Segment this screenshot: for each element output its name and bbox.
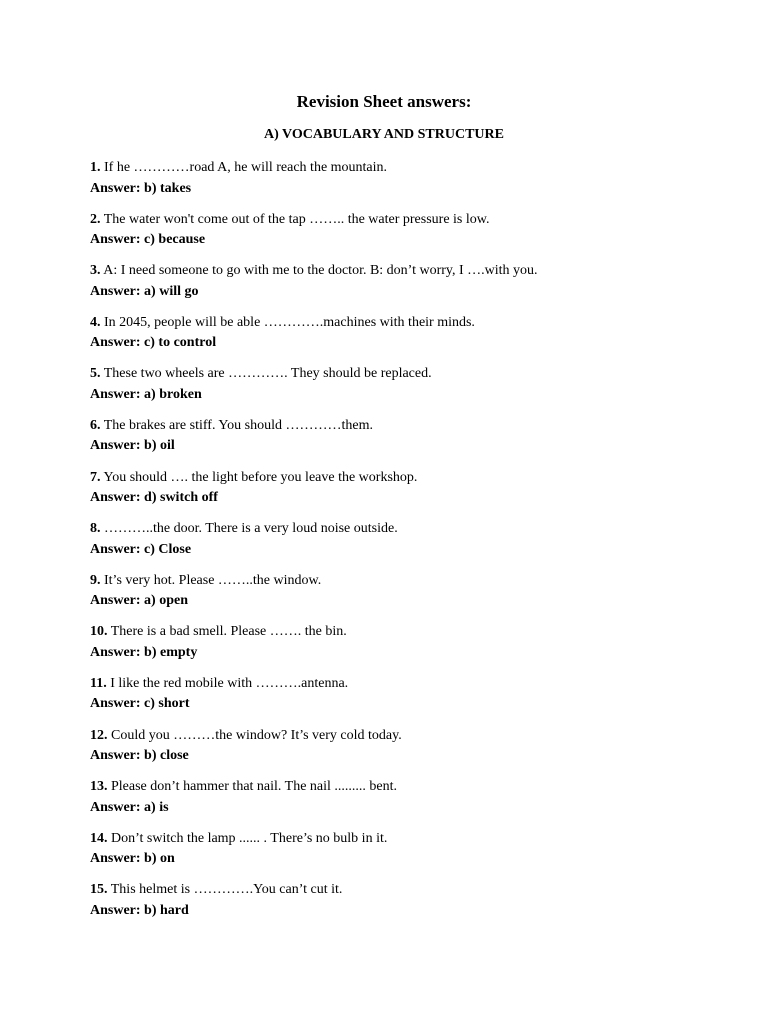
answer-text: Answer: a) is [90, 799, 169, 815]
answer-text: Answer: c) Close [90, 541, 192, 557]
question-item [90, 519, 730, 571]
question-number: 4. [90, 314, 101, 330]
question-item [90, 726, 730, 778]
answer-text: Answer: a) will go [90, 283, 199, 299]
question-text [90, 468, 730, 489]
answer-text: Answer: b) oil [90, 438, 175, 454]
question-text [90, 880, 730, 901]
question-text [90, 777, 730, 798]
question-text [90, 313, 730, 334]
question-text [90, 416, 730, 437]
question-number: 3. [90, 263, 101, 279]
question-item [90, 622, 730, 674]
question-text [90, 622, 730, 643]
question-item [90, 364, 730, 416]
answer-text: Answer: c) because [90, 232, 206, 248]
question-body: You should …. the light before you leave the workshop. [100, 469, 418, 485]
answer-text: Answer: c) to control [90, 335, 217, 351]
answer-text: Answer: b) empty [90, 644, 198, 660]
question-body: I like the red mobile with ……….antenna. [106, 675, 349, 691]
question-number: 1. [90, 160, 101, 175]
answer-text: Answer: b) takes [90, 180, 192, 196]
question-body: A: I need someone to go with me to the doctor. B: don’t worry, I ….with you. [100, 263, 538, 279]
question-text [90, 210, 730, 231]
answer-text: Answer: a) open [90, 593, 188, 609]
question-text [90, 829, 730, 850]
question-item [90, 158, 730, 210]
question-text [90, 674, 730, 695]
answer-text: Answer: b) close [90, 748, 189, 764]
answer-text: Answer: c) short [90, 696, 190, 712]
answer-text: Answer: b) hard [90, 902, 189, 918]
question-number: 5. [90, 366, 101, 382]
answer-text: Answer: a) broken [90, 386, 202, 402]
section-heading: A) VOCABULARY AND STRUCTURE [264, 127, 504, 142]
page-title: Revision Sheet answers: [296, 92, 472, 111]
question-text [90, 726, 730, 747]
question-number: 8. [90, 521, 101, 537]
question-number: 10. [90, 624, 108, 640]
question-item [90, 829, 730, 881]
question-number: 15. [90, 882, 108, 898]
question-body: Could you ………the window? It’s very cold today. [107, 727, 402, 743]
question-item [90, 777, 730, 829]
question-body: In 2045, people will be able ………….machines with their minds. [100, 314, 475, 330]
question-body: Don’t switch the lamp ...... . There’s no bulb in it. [107, 830, 388, 846]
question-number: 7. [90, 469, 101, 485]
question-list [90, 158, 730, 932]
question-number: 11. [90, 675, 107, 691]
question-item [90, 416, 730, 468]
question-text [90, 571, 730, 592]
question-item [90, 468, 730, 520]
question-body: The brakes are stiff. You should …………them. [100, 417, 373, 433]
question-body: ………..the door. There is a very loud noise outside. [100, 521, 398, 537]
question-item [90, 674, 730, 726]
question-text [90, 261, 730, 282]
question-body: If he …………road A, he will reach the mountain. [100, 160, 388, 175]
question-item [90, 261, 730, 313]
question-text [90, 364, 730, 385]
question-text [90, 158, 730, 179]
question-body: Please don’t hammer that nail. The nail ......... bent. [107, 779, 398, 795]
question-body: There is a bad smell. Please ……. the bin. [107, 624, 347, 640]
question-body: It’s very hot. Please ……..the window. [100, 572, 322, 588]
question-text [90, 519, 730, 540]
question-body: These two wheels are …………. They should be replaced. [100, 366, 432, 382]
question-number: 13. [90, 779, 108, 795]
question-body: The water won't come out of the tap …….. the water pressure is low. [100, 211, 490, 227]
question-item [90, 571, 730, 623]
question-item [90, 210, 730, 262]
question-number: 9. [90, 572, 101, 588]
question-number: 12. [90, 727, 108, 743]
question-number: 2. [90, 211, 101, 227]
question-body: This helmet is ………….You can’t cut it. [107, 882, 343, 898]
question-item [90, 313, 730, 365]
answer-text: Answer: b) on [90, 851, 175, 867]
answer-text: Answer: d) switch off [90, 490, 218, 506]
question-number: 6. [90, 417, 101, 433]
question-number: 14. [90, 830, 108, 846]
question-item [90, 880, 730, 932]
